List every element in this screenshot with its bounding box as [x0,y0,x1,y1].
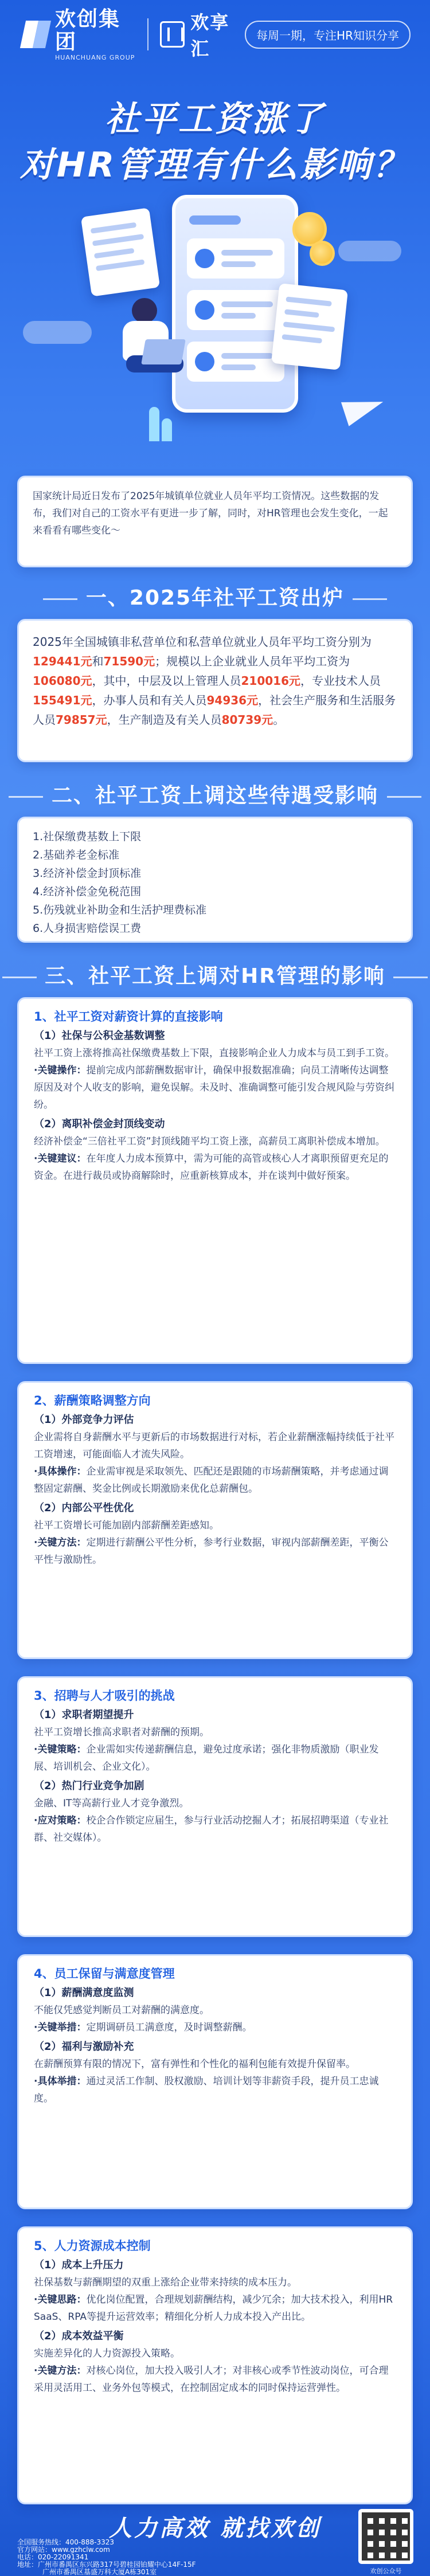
paragraph-text: 在薪酬预算有限的情况下，富有弹性和个性化的福利包能有效提升保留率。 [34,2059,355,2070]
sub-heading: （2）离职补偿金封顶线变动 [34,1118,165,1130]
header [0,0,430,69]
hero-title-line2: 对HR管理有什么影响？ [19,145,411,185]
paragraph-text: 企业需审视是采取领先、匹配还是跟随的市场薪酬策略，并考虑通过调整固定薪酬、奖金比例或长期激励来优化总薪酬包。 [34,1466,389,1495]
sub-heading: （2）福利与激励补充 [34,2041,134,2053]
wage-value: 210016元 [241,674,300,688]
paragraph [34,1534,396,1569]
paragraph [34,2073,396,2107]
intro-card: 国家统计局近日发布了2025年城镇单位就业人员年平均工资情况。这些数据的发布，我们对自己的工资水平有更进一步了解，同时，对HR管理也会发生变化，一起来看看有哪些变化～ [17,476,413,567]
person-illustration [109,298,189,384]
footer-slogan: 人力高效 就找欢创 [109,2515,321,2542]
sub-heading: （1）外部竞争力评估 [34,1414,134,1426]
section1-title: 一、2025年社平工资出炉 [0,582,430,611]
paragraph [34,2002,396,2019]
list-item: 4.经济补偿金免税范围 [33,885,142,898]
wage-value: 80739元 [221,713,273,727]
list-item: 6.人身损害赔偿误工费 [33,922,142,935]
wage-value: 155491元 [33,693,92,707]
paragraph [34,1741,396,1775]
paragraph [34,1795,396,1812]
paragraph-text: 定期进行薪酬公平性分析，参考行业数据，审视内部薪酬差距，平衡公平性与激励性。 [34,1537,389,1566]
paragraph-text: 经济补偿金“三倍社平工资”封顶线随平均工资上涨，高薪员工离职补偿成本增加。 [34,1136,385,1147]
qr-code [358,2509,413,2564]
header-divider [147,18,148,50]
paper-plane-icon [341,390,387,426]
plant-decoration [149,407,159,441]
paragraph-text: 金融、IT等高薪行业人才竞争激烈。 [34,1798,189,1809]
block-heading: 2、薪酬策略调整方向 [34,1394,151,1407]
key-label: ·关键方法： [34,1537,87,1548]
paragraph-text: 提前完成内部薪酬数据审计，确保申报数据准确；向员工清晰传达调整原因及对个人收支的影响，避免误解。未及时、准确调整可能引发合规风险与劳资纠纷。 [34,1065,394,1111]
wage-value: 79857元 [56,713,107,727]
paragraph-text: 不能仅凭感觉判断员工对薪酬的满意度。 [34,2005,209,2016]
list-item: 3.经济补偿金封顶标准 [33,867,142,880]
brand-text [55,8,136,61]
paragraph [34,1062,396,1113]
sub-brand-icon [160,21,185,48]
impact-block [17,997,413,1364]
paragraph [34,1463,396,1497]
section2-card [17,817,413,943]
paragraph [34,2345,396,2362]
paragraph [34,1517,396,1534]
paragraph-text: 通过灵活工作制、股权激励、培训计划等非薪资手段，提升员工忠诚度。 [34,2076,379,2104]
block-heading: 3、招聘与人才吸引的挑战 [34,1689,175,1703]
paragraph [34,2274,396,2291]
cloud-decoration [23,321,92,344]
block-heading: 5、人力资源成本控制 [34,2239,151,2253]
wage-value: 71590元 [103,654,155,668]
sub-heading: （2）成本效益平衡 [34,2330,124,2342]
impact-block [17,1381,413,1659]
key-label: ·关键思路： [34,2294,87,2306]
key-label: ·关键操作： [34,1065,87,1076]
list-item: 2.基础养老金标准 [33,849,120,861]
key-label: ·具体举措： [34,2076,87,2087]
key-label: ·关键策略： [34,1744,87,1755]
sub-heading: （1）成本上升压力 [34,2259,124,2271]
sub-heading: （2）内部公平性优化 [34,1502,134,1514]
impact-block [17,1676,413,1937]
paragraph [34,2291,396,2326]
paragraph [34,1150,396,1185]
section3-title: 三、社平工资上调对HR管理的影响 [0,960,430,989]
impact-block [17,2226,413,2504]
impact-block [17,1954,413,2209]
contact-phone: 电话：020-22091341 [17,2553,89,2561]
paragraph-text: 企业需将自身薪酬水平与更新后的市场数据进行对标，若企业薪酬涨幅持续低于社平工资增速，可能面临人才流失风险。 [34,1432,394,1460]
contact-info [17,2539,196,2576]
key-label: ·具体操作： [34,1466,87,1477]
section2-title: 二、社平工资上调这些待遇受影响 [0,779,430,809]
paragraph-text: 社平工资增长推高求职者对薪酬的预期。 [34,1727,209,1738]
key-label: ·应对策略： [34,1815,87,1826]
list-item: 1.社保缴费基数上下限 [33,830,142,843]
paragraph-text: 企业需如实传递薪酬信息，避免过度承诺；强化非物质激励（职业发展、培训机会、企业文化）。 [34,1744,379,1773]
sub-heading: （2）热门行业竞争加剧 [34,1780,144,1792]
wage-value: 129441元 [33,654,92,668]
paragraph [34,1429,396,1463]
contact-website: 官方网站：www.gzhclw.com [17,2546,110,2554]
paragraph-text: 优化岗位配置，合理规划薪酬结构，减少冗余；加大技术投入，利用HR SaaS、RPA等提升运营效率；精细化分析人力成本投入产出比。 [34,2294,393,2323]
wage-value: 106080元 [33,674,92,688]
paragraph-text: 在年度人力成本预算中，需为可能的高管或核心人才离职预留更充足的资金。在进行裁员或协商解除时，应重新核算成本，并在谈判中做好预案。 [34,1153,389,1182]
contact-hotline: 全国服务热线：400-888-3323 [17,2538,115,2546]
paragraph [34,1724,396,1741]
paragraph [34,1045,396,1062]
brand-logo-icon [19,18,49,50]
sub-heading: （1）求职者期望提升 [34,1709,134,1721]
block-heading: 1、社平工资对薪资计算的直接影响 [34,1010,223,1024]
paragraph-text: 社平工资上涨将推高社保缴费基数上下限，直接影响企业人力成本与员工到手工资。 [34,1048,394,1059]
wage-value: 94936元 [206,693,259,707]
coin-icon [310,241,335,266]
hero-title-line1: 社平工资涨了 [105,99,325,139]
chart-card-icon [271,283,348,370]
paragraph [34,2362,396,2397]
brand-name-en: HUANCHUANG GROUP [55,53,135,61]
block-heading: 4、员工保留与满意度管理 [34,1967,175,1981]
paragraph-text: 社保基数与薪酬期望的双重上涨给企业带来持续的成本压力。 [34,2277,297,2288]
key-label: ·关键举措： [34,2022,87,2033]
plant-decoration [162,418,172,441]
list-item: 5.伤残就业补助金和生活护理费标准 [33,904,207,916]
sub-heading: （1）社保与公积金基数调整 [34,1030,165,1042]
sub-heading: （1）薪酬满意度监测 [34,1987,134,1999]
sub-brand-name: 欢享汇 [190,11,230,60]
qr-label: 欢创公众号 [370,2567,402,2575]
document-icon [81,207,160,296]
cloud-decoration [338,241,401,261]
header-slogan: 每周一期，专注HR知识分享 [245,21,411,49]
section1-card: 2025年全国城镇非私营单位和私营单位就业人员年平均工资分别为129441元和71590元；规模以上企业就业人员年平均工资为106080元，其中，中层及以上管理人员210016元，专业技术人员155491元，办事人员和有关人员94936元，社会生产服务和生活服务人员79857元，生产制造及有关人员80739元。 [17,619,413,762]
paragraph [34,1133,396,1150]
paragraph-text: 校企合作锁定应届生，参与行业活动挖掘人才；拓展招聘渠道（专业社群、社交媒体）。 [34,1815,389,1844]
contact-address1: 地址：广州市番禺区东兴路317号碧桂园铂耀中心14F-15F [17,2561,196,2569]
key-label: ·关键方法： [34,2365,87,2377]
paragraph [34,2019,396,2036]
hero-illustration [86,189,344,453]
paragraph [34,1812,396,1846]
paragraph-text: 对核心岗位，加大投入吸引人才；对非核心或季节性波动岗位，可合理采用灵活用工、业务外包等模式，在控制固定成本的同时保持运营弹性。 [34,2365,389,2394]
paragraph [34,2056,396,2073]
paragraph-text: 实施差异化的人力资源投入策略。 [34,2348,180,2359]
brand-name: 欢创集团 [55,7,121,54]
paragraph-text: 社平工资增长可能加剧内部薪酬差距感知。 [34,1520,219,1531]
paragraph-text: 定期调研员工满意度，及时调整薪酬。 [86,2022,252,2033]
key-label: ·关键建议： [34,1153,87,1165]
contact-address2: 广州市番禺区基盛万科大厦A栋301室 [42,2568,157,2576]
